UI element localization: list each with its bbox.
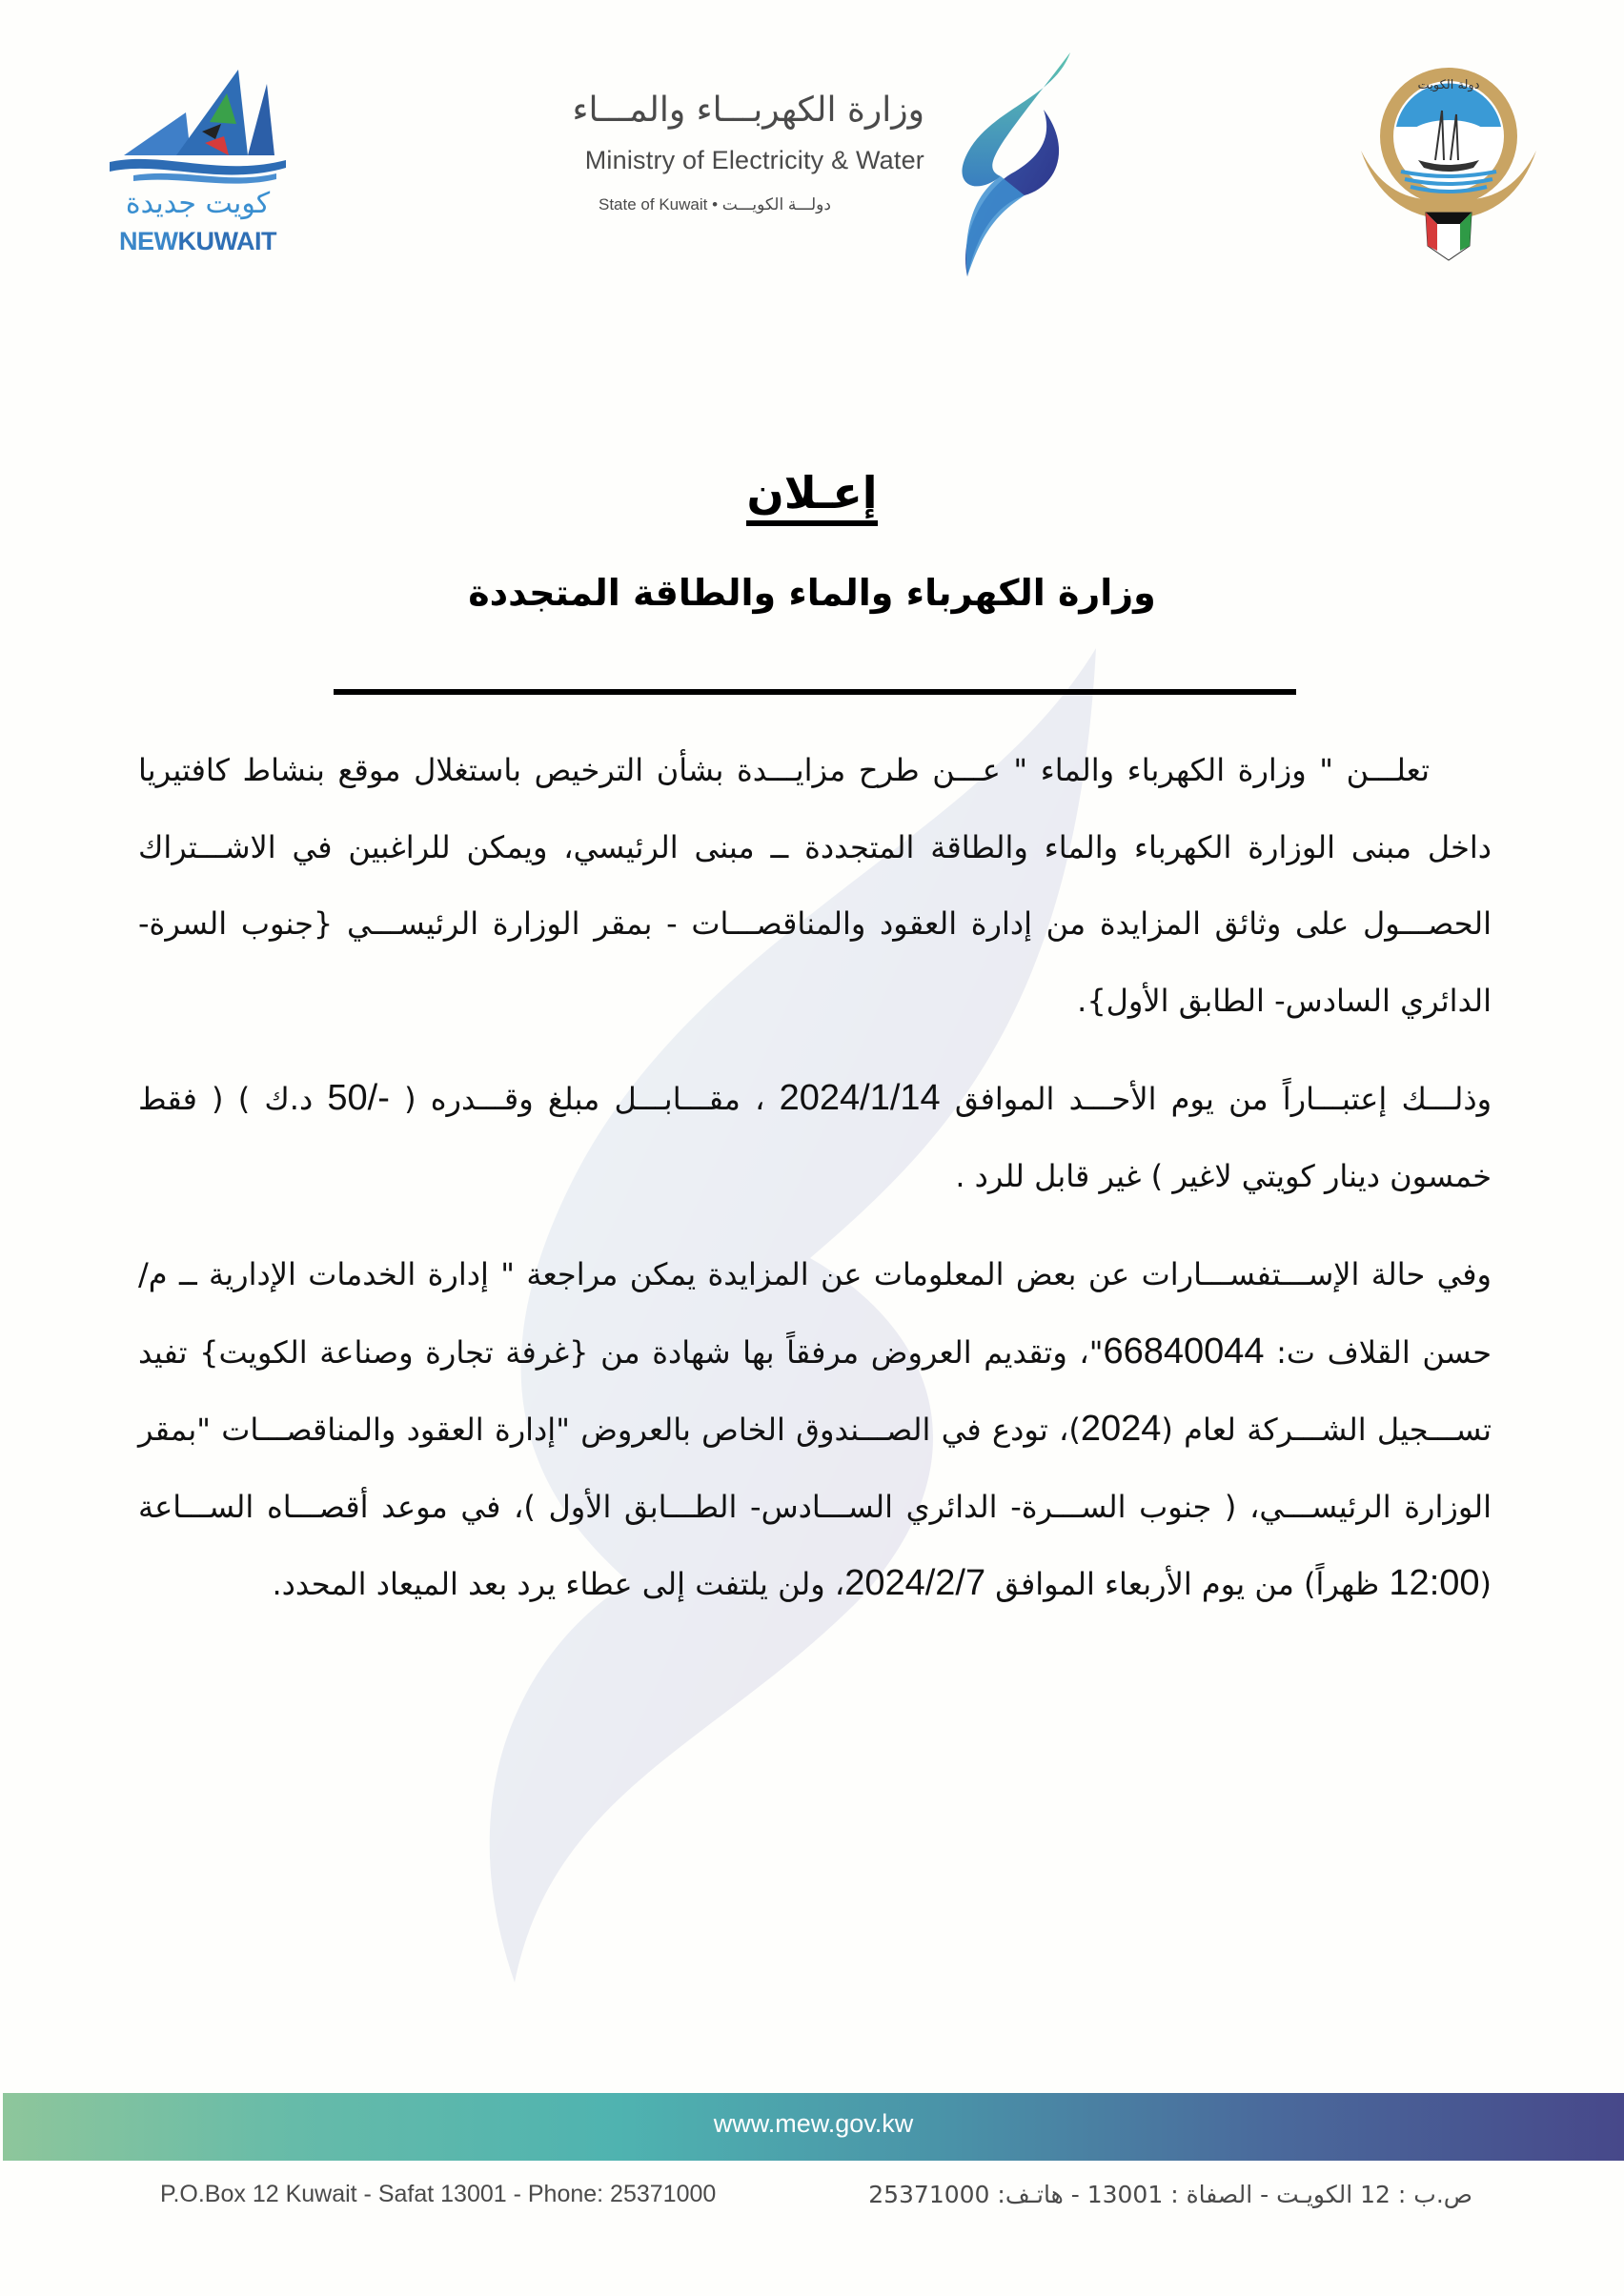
state-of-kuwait-text: State of Kuwait • دولـــة الكويـــت — [599, 195, 831, 213]
new-kuwait-latin-kuwait: KUWAIT — [177, 227, 276, 255]
paragraph3-text-5: ، ولن يلتفت إلى عطاء يرد بعد الميعاد المحدد. — [272, 1566, 845, 1602]
paragraph3-text-1: وفي حالة الإســـتفســـارات عن بعض المعلومات عن المزايدة يمكن مراجعة " إدارة الخدمات الإدارية ــ م/ حسن القلاف ت: — [138, 1256, 1492, 1371]
mew-brand-mark-icon — [948, 52, 1077, 276]
fee-amount: -/50 — [327, 1078, 390, 1118]
website-link[interactable]: www.mew.gov.kw — [713, 2109, 914, 2138]
contact-phone: 66840044 — [1103, 1331, 1265, 1372]
announcement-title — [0, 467, 1624, 518]
paragraph2-text-2: ، مقـــابـــل مبلغ وقـــدره ( — [389, 1081, 780, 1117]
announcement-title-text: إعـلان — [746, 467, 877, 526]
announcement-subtitle: وزارة الكهرباء والماء والطاقة المتجددة — [468, 572, 1156, 614]
address-arabic: ص.ب : 12 الكويـت - الصفاة : 13001 - هاتـف: 25371000 — [868, 2181, 1472, 2208]
new-kuwait-logo — [105, 65, 291, 265]
new-kuwait-latin-new: NEW — [119, 227, 178, 255]
registration-year: 2024 — [1080, 1409, 1162, 1449]
kuwait-emblem-icon — [1351, 55, 1547, 265]
deadline-date: 2024/2/7 — [844, 1563, 986, 1603]
new-kuwait-latin-text — [105, 227, 291, 256]
paragraph3-text-4: ظهراً) من يوم الأربعاء الموافق — [985, 1566, 1390, 1602]
ministry-name-english: Ministry of Electricity & Water — [584, 146, 924, 174]
dhow-sail-icon — [105, 65, 291, 184]
title-divider — [334, 689, 1296, 695]
footer-band — [3, 2093, 1624, 2161]
emblem-text: دولة الكويت — [1417, 78, 1480, 92]
paragraph-auction-announcement: تعلـــن " وزارة الكهرباء والماء " عـــن طرح مزايـــدة بشأن الترخيص باستغلال موقع بنشاط كافتيريا داخل مبنى الوزارة الكهرباء والماء والطاقة المتجددة ــ مبنى الرئيسي، ويمكن للراغبين في الاشـــتراك الحصـــول على وثائق المزايدة من إدارة العقود والمناقصـــات - بمقر الوزارة الرئيســـي {جنوب السرة- الدائري السادس- الطابق الأول}. — [138, 752, 1492, 1019]
ministry-wordmark — [534, 91, 924, 234]
paragraph3-text-3: )، تودع في الصـــندوق الخاص بالعروض "إدارة العقود والمناقصـــات "بمقر الوزارة الرئيســـي، ( جنوب الســـرة- الدائري الســـادس- الطـــابق الأول )، في موعد أقصـــاه الســـاعة ( — [138, 1412, 1492, 1602]
ministry-name-arabic: وزارة الكهربـــاء والمـــاء — [572, 91, 924, 130]
paragraph-documents-fee — [138, 1060, 1492, 1214]
paragraph2-text-3: د.ك ) ( فقط خمسون دينار كويتي لاغير ) غير قابل للرد . — [138, 1081, 1492, 1194]
new-kuwait-arabic-text: كويت جديدة — [125, 187, 271, 220]
paragraph3-text-2: "، وتقديم العروض مرفقاً بها شهادة من {غرفة تجارة وصناعة الكويت} تفيد تســـجيل الشـــركة لعام ( — [138, 1333, 1492, 1448]
paragraph2-text-1: وذلـــك إعتبـــاراً من يوم الأحـــد الموافق — [940, 1081, 1492, 1117]
start-date: 2024/1/14 — [779, 1078, 941, 1118]
deadline-time: 12:00 — [1389, 1563, 1480, 1603]
address-english: P.O.Box 12 Kuwait - Safat 13001 - Phone: 25371000 — [160, 2181, 717, 2207]
paragraph-inquiries-submission — [138, 1236, 1492, 1623]
